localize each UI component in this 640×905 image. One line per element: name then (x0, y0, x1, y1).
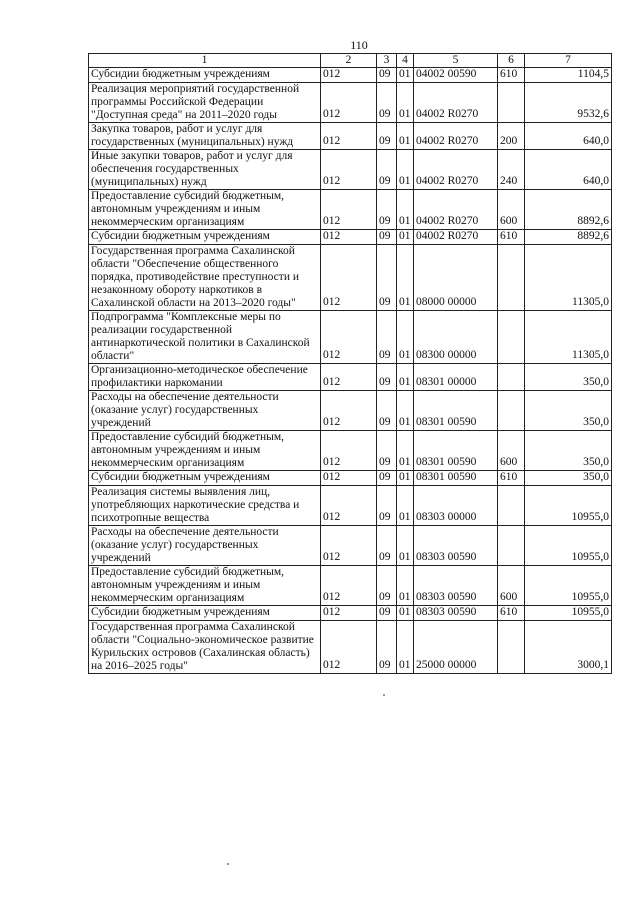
expense-type-cell: 600 (498, 566, 525, 606)
target-item-cell: 04002 R0270 (414, 230, 498, 245)
column-header: 2 (321, 54, 377, 68)
ministry-code-cell: 012 (321, 68, 377, 83)
row-name-cell: Подпрограмма "Комплексные меры по реализации государственной антинаркотической политики в Сахалинской области" (89, 311, 321, 364)
target-item-cell: 08303 00590 (414, 606, 498, 621)
expense-type-cell: 610 (498, 471, 525, 486)
subsection-code-cell: 01 (397, 486, 414, 526)
expense-type-cell (498, 486, 525, 526)
target-item-cell: 04002 R0270 (414, 83, 498, 123)
table-row (89, 566, 612, 606)
table-row (89, 431, 612, 471)
ministry-code-cell: 012 (321, 471, 377, 486)
row-name-cell: Реализация мероприятий государственной программы Российской Федерации "Доступная среда" на 2011–2020 годы (89, 83, 321, 123)
row-name-cell: Расходы на обеспечение деятельности (оказание услуг) государственных учреждений (89, 526, 321, 566)
subsection-code-cell: 01 (397, 431, 414, 471)
subsection-code-cell: 01 (397, 83, 414, 123)
section-code-cell: 09 (377, 566, 397, 606)
row-name-cell: Предоставление субсидий бюджетным, автономным учреждениям и иным некоммерческим организациям (89, 566, 321, 606)
table-row (89, 364, 612, 391)
table-row (89, 68, 612, 83)
ministry-code-cell: 012 (321, 606, 377, 621)
expense-type-cell: 240 (498, 150, 525, 190)
amount-cell: 8892,6 (525, 230, 612, 245)
amount-cell: 8892,6 (525, 190, 612, 230)
target-item-cell: 08303 00590 (414, 566, 498, 606)
subsection-code-cell: 01 (397, 245, 414, 311)
expense-type-cell (498, 83, 525, 123)
amount-cell: 11305,0 (525, 311, 612, 364)
expense-type-cell: 600 (498, 190, 525, 230)
target-item-cell: 04002 R0270 (414, 190, 498, 230)
row-name-cell: Предоставление субсидий бюджетным, автономным учреждениям и иным некоммерческим организациям (89, 431, 321, 471)
amount-cell: 640,0 (525, 123, 612, 150)
section-code-cell: 09 (377, 431, 397, 471)
target-item-cell: 08300 00000 (414, 311, 498, 364)
target-item-cell: 04002 R0270 (414, 150, 498, 190)
column-header: 6 (498, 54, 525, 68)
ministry-code-cell: 012 (321, 230, 377, 245)
row-name-cell: Иные закупки товаров, работ и услуг для обеспечения государственных (муниципальных) нужд (89, 150, 321, 190)
expense-type-cell: 610 (498, 606, 525, 621)
row-name-cell: Предоставление субсидий бюджетным, автономным учреждениям и иным некоммерческим организациям (89, 190, 321, 230)
section-code-cell: 09 (377, 68, 397, 83)
table-row (89, 190, 612, 230)
row-name-cell: Организационно-методическое обеспечение профилактики наркомании (89, 364, 321, 391)
expense-type-cell (498, 364, 525, 391)
subsection-code-cell: 01 (397, 621, 414, 674)
section-code-cell: 09 (377, 471, 397, 486)
row-name-cell: Субсидии бюджетным учреждениям (89, 230, 321, 245)
target-item-cell: 04002 R0270 (414, 123, 498, 150)
section-code-cell: 09 (377, 83, 397, 123)
column-header: 5 (414, 54, 498, 68)
amount-cell: 1104,5 (525, 68, 612, 83)
ministry-code-cell: 012 (321, 391, 377, 431)
column-header: 4 (397, 54, 414, 68)
ministry-code-cell: 012 (321, 311, 377, 364)
expense-type-cell (498, 526, 525, 566)
subsection-code-cell: 01 (397, 123, 414, 150)
expense-type-cell (498, 311, 525, 364)
section-code-cell: 09 (377, 230, 397, 245)
row-name-cell: Расходы на обеспечение деятельности (оказание услуг) государственных учреждений (89, 391, 321, 431)
amount-cell: 10955,0 (525, 566, 612, 606)
expense-type-cell (498, 391, 525, 431)
subsection-code-cell: 01 (397, 526, 414, 566)
subsection-code-cell: 01 (397, 150, 414, 190)
section-code-cell: 09 (377, 123, 397, 150)
column-header: 7 (525, 54, 612, 68)
row-name-cell: Субсидии бюджетным учреждениям (89, 68, 321, 83)
ministry-code-cell: 012 (321, 83, 377, 123)
target-item-cell: 08301 00590 (414, 391, 498, 431)
section-code-cell: 09 (377, 526, 397, 566)
section-code-cell: 09 (377, 311, 397, 364)
column-header: 1 (89, 54, 321, 68)
expense-type-cell: 610 (498, 68, 525, 83)
amount-cell: 350,0 (525, 391, 612, 431)
table-row (89, 230, 612, 245)
subsection-code-cell: 01 (397, 230, 414, 245)
row-name-cell: Государственная программа Сахалинской области "Обеспечение общественного порядка, противодействие преступности и незаконному обороту наркотиков в Сахалинской области на 2013–2020 годы" (89, 245, 321, 311)
target-item-cell: 08303 00590 (414, 526, 498, 566)
table-row (89, 83, 612, 123)
target-item-cell: 08301 00000 (414, 364, 498, 391)
scan-speck (227, 863, 229, 865)
table-row (89, 245, 612, 311)
table-row (89, 150, 612, 190)
expense-type-cell (498, 621, 525, 674)
amount-cell: 350,0 (525, 471, 612, 486)
target-item-cell: 04002 00590 (414, 68, 498, 83)
table-row (89, 526, 612, 566)
subsection-code-cell: 01 (397, 391, 414, 431)
table-row (89, 471, 612, 486)
expense-type-cell: 200 (498, 123, 525, 150)
target-item-cell: 08000 00000 (414, 245, 498, 311)
section-code-cell: 09 (377, 190, 397, 230)
section-code-cell: 09 (377, 606, 397, 621)
ministry-code-cell: 012 (321, 364, 377, 391)
amount-cell: 10955,0 (525, 526, 612, 566)
header-row (89, 54, 612, 68)
section-code-cell: 09 (377, 150, 397, 190)
amount-cell: 350,0 (525, 364, 612, 391)
amount-cell: 3000,1 (525, 621, 612, 674)
ministry-code-cell: 012 (321, 621, 377, 674)
row-name-cell: Субсидии бюджетным учреждениям (89, 606, 321, 621)
row-name-cell: Реализация системы выявления лиц, употребляющих наркотические средства и психотропные вещества (89, 486, 321, 526)
page-number: 110 (350, 38, 368, 52)
table-row (89, 123, 612, 150)
ministry-code-cell: 012 (321, 526, 377, 566)
section-code-cell: 09 (377, 245, 397, 311)
table-header (89, 54, 612, 68)
table-row (89, 606, 612, 621)
table-row (89, 311, 612, 364)
ministry-code-cell: 012 (321, 566, 377, 606)
target-item-cell: 08303 00000 (414, 486, 498, 526)
ministry-code-cell: 012 (321, 486, 377, 526)
scan-speck (383, 694, 385, 696)
row-name-cell: Государственная программа Сахалинской области "Социально-экономическое развитие Курильских островов (Сахалинская область) на 2016–2025 годы" (89, 621, 321, 674)
column-header: 3 (377, 54, 397, 68)
table-row (89, 621, 612, 674)
ministry-code-cell: 012 (321, 245, 377, 311)
table-row (89, 486, 612, 526)
amount-cell: 10955,0 (525, 606, 612, 621)
table-body (89, 68, 612, 674)
amount-cell: 11305,0 (525, 245, 612, 311)
subsection-code-cell: 01 (397, 606, 414, 621)
expense-type-cell: 600 (498, 431, 525, 471)
target-item-cell: 08301 00590 (414, 431, 498, 471)
target-item-cell: 08301 00590 (414, 471, 498, 486)
section-code-cell: 09 (377, 364, 397, 391)
subsection-code-cell: 01 (397, 68, 414, 83)
section-code-cell: 09 (377, 621, 397, 674)
amount-cell: 640,0 (525, 150, 612, 190)
row-name-cell: Закупка товаров, работ и услуг для государственных (муниципальных) нужд (89, 123, 321, 150)
amount-cell: 10955,0 (525, 486, 612, 526)
ministry-code-cell: 012 (321, 431, 377, 471)
subsection-code-cell: 01 (397, 311, 414, 364)
row-name-cell: Субсидии бюджетным учреждениям (89, 471, 321, 486)
section-code-cell: 09 (377, 391, 397, 431)
target-item-cell: 25000 00000 (414, 621, 498, 674)
ministry-code-cell: 012 (321, 123, 377, 150)
subsection-code-cell: 01 (397, 566, 414, 606)
subsection-code-cell: 01 (397, 190, 414, 230)
expense-type-cell (498, 245, 525, 311)
amount-cell: 9532,6 (525, 83, 612, 123)
amount-cell: 350,0 (525, 431, 612, 471)
table-row (89, 391, 612, 431)
section-code-cell: 09 (377, 486, 397, 526)
subsection-code-cell: 01 (397, 364, 414, 391)
budget-table (88, 53, 612, 674)
subsection-code-cell: 01 (397, 471, 414, 486)
ministry-code-cell: 012 (321, 150, 377, 190)
expense-type-cell: 610 (498, 230, 525, 245)
ministry-code-cell: 012 (321, 190, 377, 230)
